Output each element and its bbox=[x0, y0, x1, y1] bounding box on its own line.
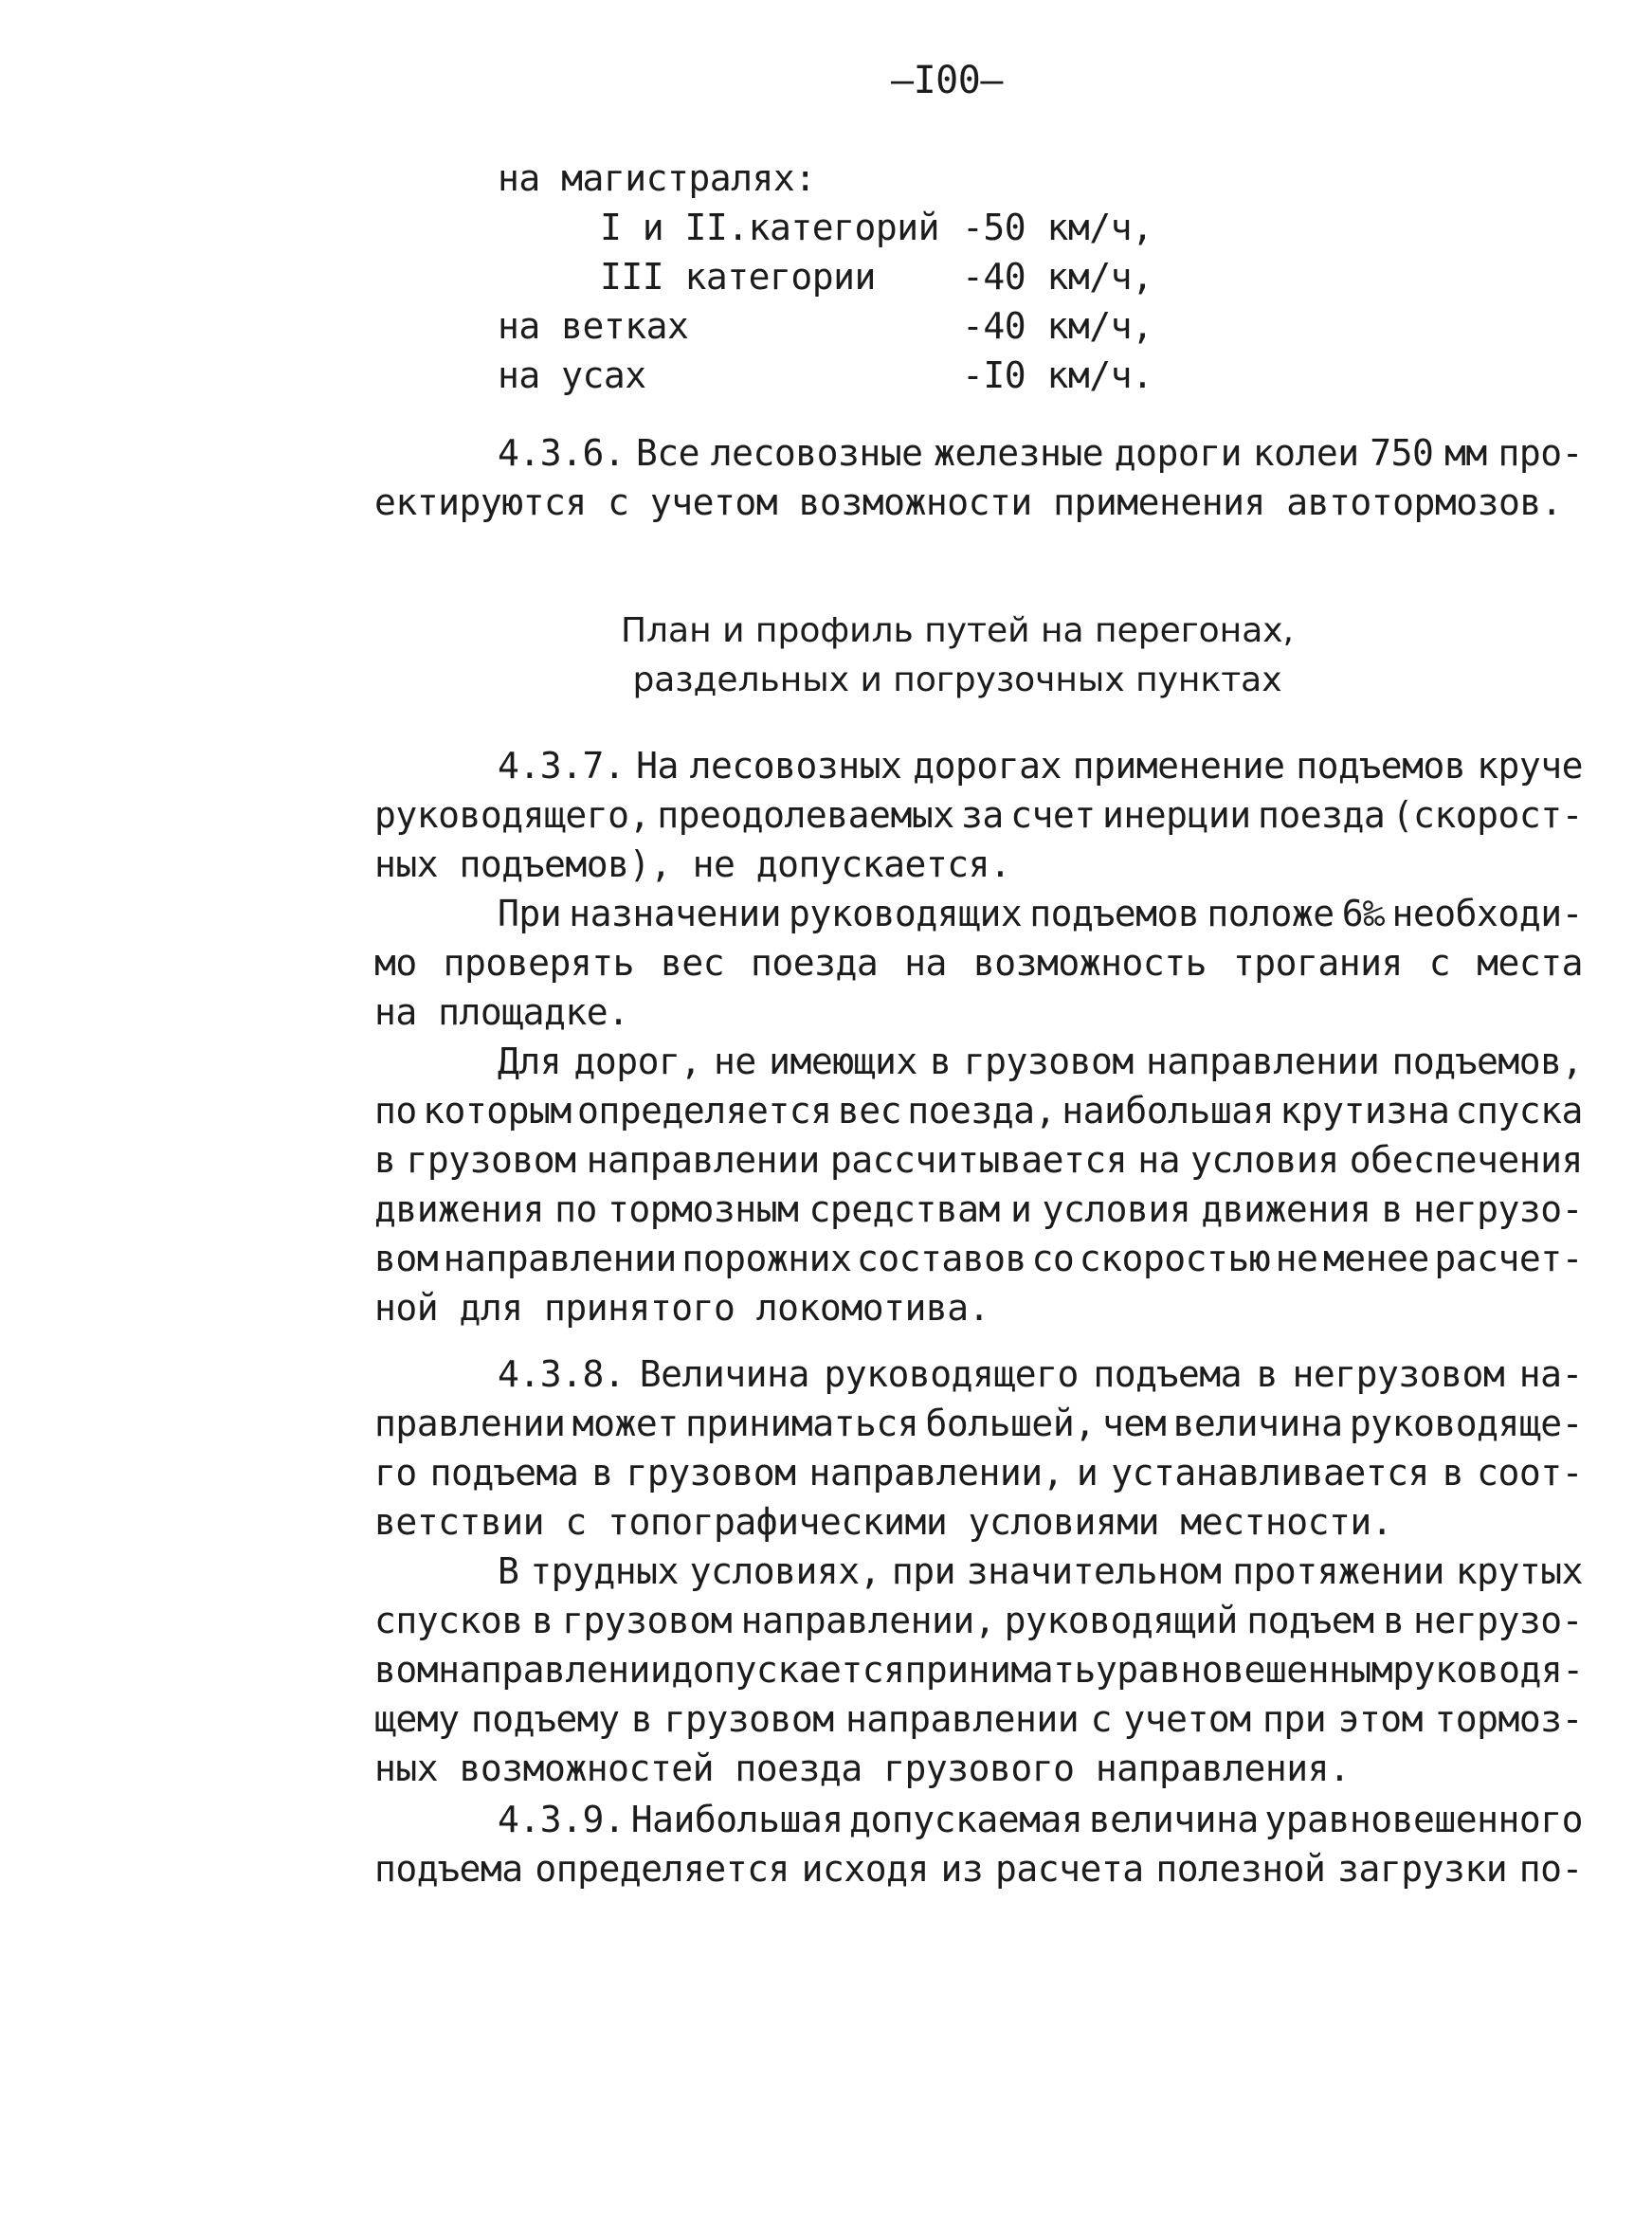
word: круче bbox=[1477, 745, 1583, 787]
word: преодолеваемых bbox=[657, 794, 954, 836]
word: подъемов bbox=[1029, 893, 1200, 934]
text-line bbox=[374, 840, 1583, 889]
paragraph-4-3-7-c bbox=[374, 1037, 1583, 1332]
text-line bbox=[374, 1497, 1583, 1547]
word: трогания bbox=[1232, 942, 1403, 984]
word: при bbox=[891, 1550, 955, 1592]
word: величина bbox=[1088, 1799, 1259, 1840]
word: подъемов, bbox=[1391, 1041, 1583, 1082]
word: крутых bbox=[1455, 1550, 1583, 1592]
word: за bbox=[960, 794, 1004, 836]
word: негрузо- bbox=[1412, 1188, 1583, 1230]
word: и bbox=[1076, 1452, 1098, 1494]
word: места bbox=[1477, 942, 1583, 984]
word: про- bbox=[1498, 432, 1583, 474]
text-line bbox=[374, 1135, 1583, 1185]
word: мм bbox=[1444, 432, 1487, 474]
word: направлении, bbox=[808, 1452, 1064, 1494]
word: 750 bbox=[1370, 432, 1434, 474]
word: 4.3.7. bbox=[498, 745, 626, 787]
word: определяется bbox=[577, 1090, 832, 1132]
paragraph-4-3-9 bbox=[374, 1795, 1583, 1893]
paragraph-4-3-6 bbox=[374, 428, 1583, 527]
word: 6‰ bbox=[1341, 893, 1385, 934]
word: рассчитывается bbox=[829, 1139, 1128, 1181]
speed-row-label: на ветках bbox=[498, 305, 689, 347]
word: дорогах bbox=[913, 745, 1062, 787]
word: направлении bbox=[1146, 1041, 1380, 1082]
word: направлении bbox=[443, 1238, 677, 1279]
word: составов bbox=[856, 1238, 1026, 1279]
word: го bbox=[374, 1452, 417, 1494]
text-line bbox=[374, 1448, 1583, 1497]
word: вом bbox=[374, 1238, 439, 1279]
word: руководящего bbox=[824, 1353, 1079, 1395]
word: приниматься bbox=[685, 1403, 919, 1444]
word: определяется bbox=[535, 1848, 790, 1890]
word: мо bbox=[374, 942, 417, 984]
word: имеющих bbox=[769, 1041, 917, 1082]
word: вес bbox=[837, 1090, 901, 1132]
word: в bbox=[374, 1139, 396, 1181]
word: чем bbox=[1101, 1403, 1167, 1444]
word: направлении bbox=[586, 1139, 820, 1181]
word: необходи- bbox=[1391, 893, 1583, 934]
speed-limit-list bbox=[498, 154, 1180, 400]
speed-row-label: на усах bbox=[498, 354, 646, 396]
word: условия bbox=[1190, 1139, 1339, 1181]
word: Для bbox=[498, 1041, 562, 1082]
text-line bbox=[374, 889, 1583, 938]
word: поезда bbox=[1257, 794, 1386, 836]
word: в bbox=[591, 1452, 613, 1494]
word: со bbox=[1031, 1238, 1075, 1279]
word: спусков bbox=[374, 1600, 523, 1641]
word: проверять bbox=[443, 942, 635, 984]
word: в bbox=[930, 1041, 952, 1082]
word: спуска bbox=[1455, 1090, 1583, 1132]
word: руководящий bbox=[1004, 1600, 1238, 1641]
word: трудных bbox=[530, 1550, 679, 1592]
section-heading-line: раздельных и погрузочных пунктах bbox=[632, 661, 1282, 699]
word: руководящих bbox=[789, 893, 1023, 934]
word: Наибольшая bbox=[630, 1799, 844, 1840]
word: этом bbox=[1337, 1698, 1423, 1740]
word: грузовом bbox=[406, 1139, 576, 1181]
text-line bbox=[374, 1399, 1583, 1448]
word: не bbox=[714, 1041, 756, 1082]
word: возможность bbox=[972, 942, 1207, 984]
text-line-content: ных возможностей поезда грузового направления. bbox=[374, 1747, 1351, 1789]
text-line bbox=[374, 1596, 1583, 1645]
word: негрузо- bbox=[1412, 1600, 1583, 1641]
word: в bbox=[1383, 1600, 1405, 1641]
speed-row bbox=[498, 351, 1180, 400]
word: по bbox=[554, 1188, 597, 1230]
word: положе bbox=[1207, 893, 1334, 934]
word: из bbox=[940, 1848, 984, 1890]
word: которым bbox=[423, 1090, 572, 1132]
word: полезной bbox=[1155, 1848, 1326, 1890]
speed-row-value: -50 км/ч, bbox=[962, 207, 1153, 248]
word: в bbox=[630, 1698, 653, 1740]
word: тормоз- bbox=[1434, 1698, 1583, 1740]
word: грузовом bbox=[663, 1698, 834, 1740]
word: При bbox=[498, 893, 562, 934]
word: дороги bbox=[1114, 432, 1243, 474]
word: на bbox=[1137, 1139, 1180, 1181]
text-line bbox=[374, 1844, 1583, 1893]
word: большей, bbox=[925, 1403, 1096, 1444]
text-line bbox=[374, 428, 1583, 478]
word: протяжении bbox=[1232, 1550, 1444, 1592]
word: средствам bbox=[808, 1188, 1000, 1230]
word: грузовом bbox=[562, 1600, 733, 1641]
paragraph-4-3-7-b bbox=[374, 889, 1583, 1037]
word: подъем bbox=[1246, 1600, 1374, 1641]
word: на- bbox=[1518, 1353, 1583, 1395]
text-line-content: ветствии с топографическими условиями местности. bbox=[374, 1501, 1393, 1543]
word: подъема bbox=[429, 1452, 579, 1494]
word: с bbox=[1428, 942, 1451, 984]
text-line bbox=[374, 1037, 1583, 1086]
word: Все bbox=[635, 432, 700, 474]
word: в bbox=[532, 1600, 554, 1641]
word: исходя bbox=[801, 1848, 929, 1890]
text-line bbox=[374, 987, 1583, 1037]
word: счет bbox=[1010, 794, 1096, 836]
word: загрузки bbox=[1337, 1848, 1508, 1890]
word: грузовом bbox=[963, 1041, 1134, 1082]
text-line-content: ных подъемов), не допускается. bbox=[374, 843, 1011, 885]
speed-row-value: -40 км/ч, bbox=[962, 305, 1153, 347]
word: поезда, bbox=[907, 1090, 1056, 1132]
word: подъема bbox=[1093, 1353, 1243, 1395]
word: подъема bbox=[374, 1848, 523, 1890]
page-number: —I00— bbox=[891, 59, 1003, 102]
word: устанавливается bbox=[1111, 1452, 1429, 1494]
paragraph-4-3-7 bbox=[374, 741, 1583, 889]
word: на bbox=[904, 942, 947, 984]
text-line bbox=[374, 1086, 1583, 1135]
speed-row-label: III категории bbox=[600, 256, 876, 298]
word: правлении bbox=[374, 1403, 566, 1444]
text-line bbox=[374, 478, 1583, 527]
speed-list-title: на магистралях: bbox=[498, 157, 816, 199]
word: 4.3.8. bbox=[498, 1353, 626, 1395]
word: и bbox=[1010, 1188, 1032, 1230]
word: при bbox=[1262, 1698, 1327, 1740]
word: 4.3.9. bbox=[498, 1799, 626, 1840]
paragraph-4-3-8-b bbox=[374, 1547, 1583, 1793]
text-line-content: ной для принятого локомотива. bbox=[374, 1287, 989, 1329]
text-line bbox=[374, 790, 1583, 840]
word: лесовозные bbox=[710, 432, 923, 474]
section-heading bbox=[531, 607, 1384, 705]
text-line bbox=[374, 1645, 1583, 1694]
word: обеспечения bbox=[1349, 1139, 1583, 1181]
word: применение bbox=[1072, 745, 1285, 787]
word: величина bbox=[1172, 1403, 1343, 1444]
word: вес bbox=[660, 942, 725, 984]
word: дорог, bbox=[573, 1041, 701, 1082]
text-line bbox=[374, 1795, 1583, 1844]
word: поезда bbox=[750, 942, 879, 984]
paragraph-4-3-8 bbox=[374, 1349, 1583, 1547]
word: В bbox=[498, 1550, 519, 1592]
word: уравновешенным bbox=[1095, 1649, 1393, 1691]
word: движения bbox=[1201, 1188, 1371, 1230]
word: соот- bbox=[1477, 1452, 1583, 1494]
text-line bbox=[374, 1349, 1583, 1399]
word: в bbox=[1381, 1188, 1403, 1230]
word: колеи bbox=[1252, 432, 1359, 474]
text-line-content: ектируются с учетом возможности применения автотормозов. bbox=[374, 481, 1563, 523]
word: направлении bbox=[845, 1698, 1080, 1740]
word: учетом bbox=[1123, 1698, 1251, 1740]
word: по bbox=[374, 1090, 417, 1132]
word: допускается bbox=[671, 1649, 905, 1691]
speed-row bbox=[498, 203, 1180, 252]
word: 4.3.6. bbox=[498, 432, 626, 474]
text-line bbox=[374, 741, 1583, 790]
word: подъемов bbox=[1296, 745, 1466, 787]
word: может bbox=[572, 1403, 679, 1444]
word: железные bbox=[934, 432, 1104, 474]
word: тормозным bbox=[608, 1188, 799, 1230]
word: не bbox=[1275, 1238, 1318, 1279]
word: вом bbox=[374, 1649, 439, 1691]
word: руководя- bbox=[1392, 1649, 1584, 1691]
word: скоростью bbox=[1079, 1238, 1271, 1279]
word: На bbox=[636, 745, 679, 787]
word: в bbox=[1442, 1452, 1464, 1494]
word: руководящего, bbox=[374, 794, 650, 836]
word: инерции bbox=[1101, 794, 1251, 836]
word: наибольшая bbox=[1062, 1090, 1275, 1132]
word: расчета bbox=[995, 1848, 1144, 1890]
word: подъему bbox=[470, 1698, 620, 1740]
section-heading-line: План и профиль путей на перегонах, bbox=[620, 611, 1295, 650]
speed-row bbox=[498, 252, 1180, 301]
word: условиях, bbox=[689, 1550, 881, 1592]
word: руководяще- bbox=[1349, 1403, 1583, 1444]
word: щему bbox=[374, 1698, 460, 1740]
text-line bbox=[374, 1694, 1583, 1744]
word: крутизна bbox=[1280, 1090, 1450, 1132]
speed-row-value: -I0 км/ч. bbox=[962, 354, 1153, 396]
word: направлении bbox=[438, 1649, 672, 1691]
text-line-content: на площадке. bbox=[374, 991, 629, 1033]
word: лесовозных bbox=[689, 745, 902, 787]
word: назначении bbox=[569, 893, 781, 934]
word: условия bbox=[1042, 1188, 1191, 1230]
word: грузовом bbox=[626, 1452, 796, 1494]
text-line bbox=[374, 938, 1583, 987]
text-line bbox=[374, 1185, 1583, 1234]
word: значительном bbox=[966, 1550, 1222, 1592]
word: расчет- bbox=[1434, 1238, 1583, 1279]
text-line bbox=[374, 1547, 1583, 1596]
word: с bbox=[1090, 1698, 1112, 1740]
word: допускаемая bbox=[849, 1799, 1083, 1840]
word: менее bbox=[1322, 1238, 1429, 1279]
word: в bbox=[1256, 1353, 1278, 1395]
word: уравновешенного bbox=[1264, 1799, 1583, 1840]
word: Величина bbox=[639, 1353, 809, 1395]
speed-row-label: I и II.категорий bbox=[600, 207, 940, 248]
word: порожних bbox=[681, 1238, 852, 1279]
word: движения bbox=[374, 1188, 545, 1230]
word: принимать bbox=[904, 1649, 1096, 1691]
word: по- bbox=[1518, 1848, 1583, 1890]
text-line bbox=[374, 1283, 1583, 1332]
word: направлении, bbox=[740, 1600, 996, 1641]
word: (скорост- bbox=[1391, 794, 1583, 836]
text-line bbox=[374, 1234, 1583, 1283]
speed-row bbox=[498, 301, 1180, 351]
speed-row-value: -40 км/ч, bbox=[962, 256, 1153, 298]
text-line bbox=[374, 1744, 1583, 1793]
word: негрузовом bbox=[1292, 1353, 1505, 1395]
